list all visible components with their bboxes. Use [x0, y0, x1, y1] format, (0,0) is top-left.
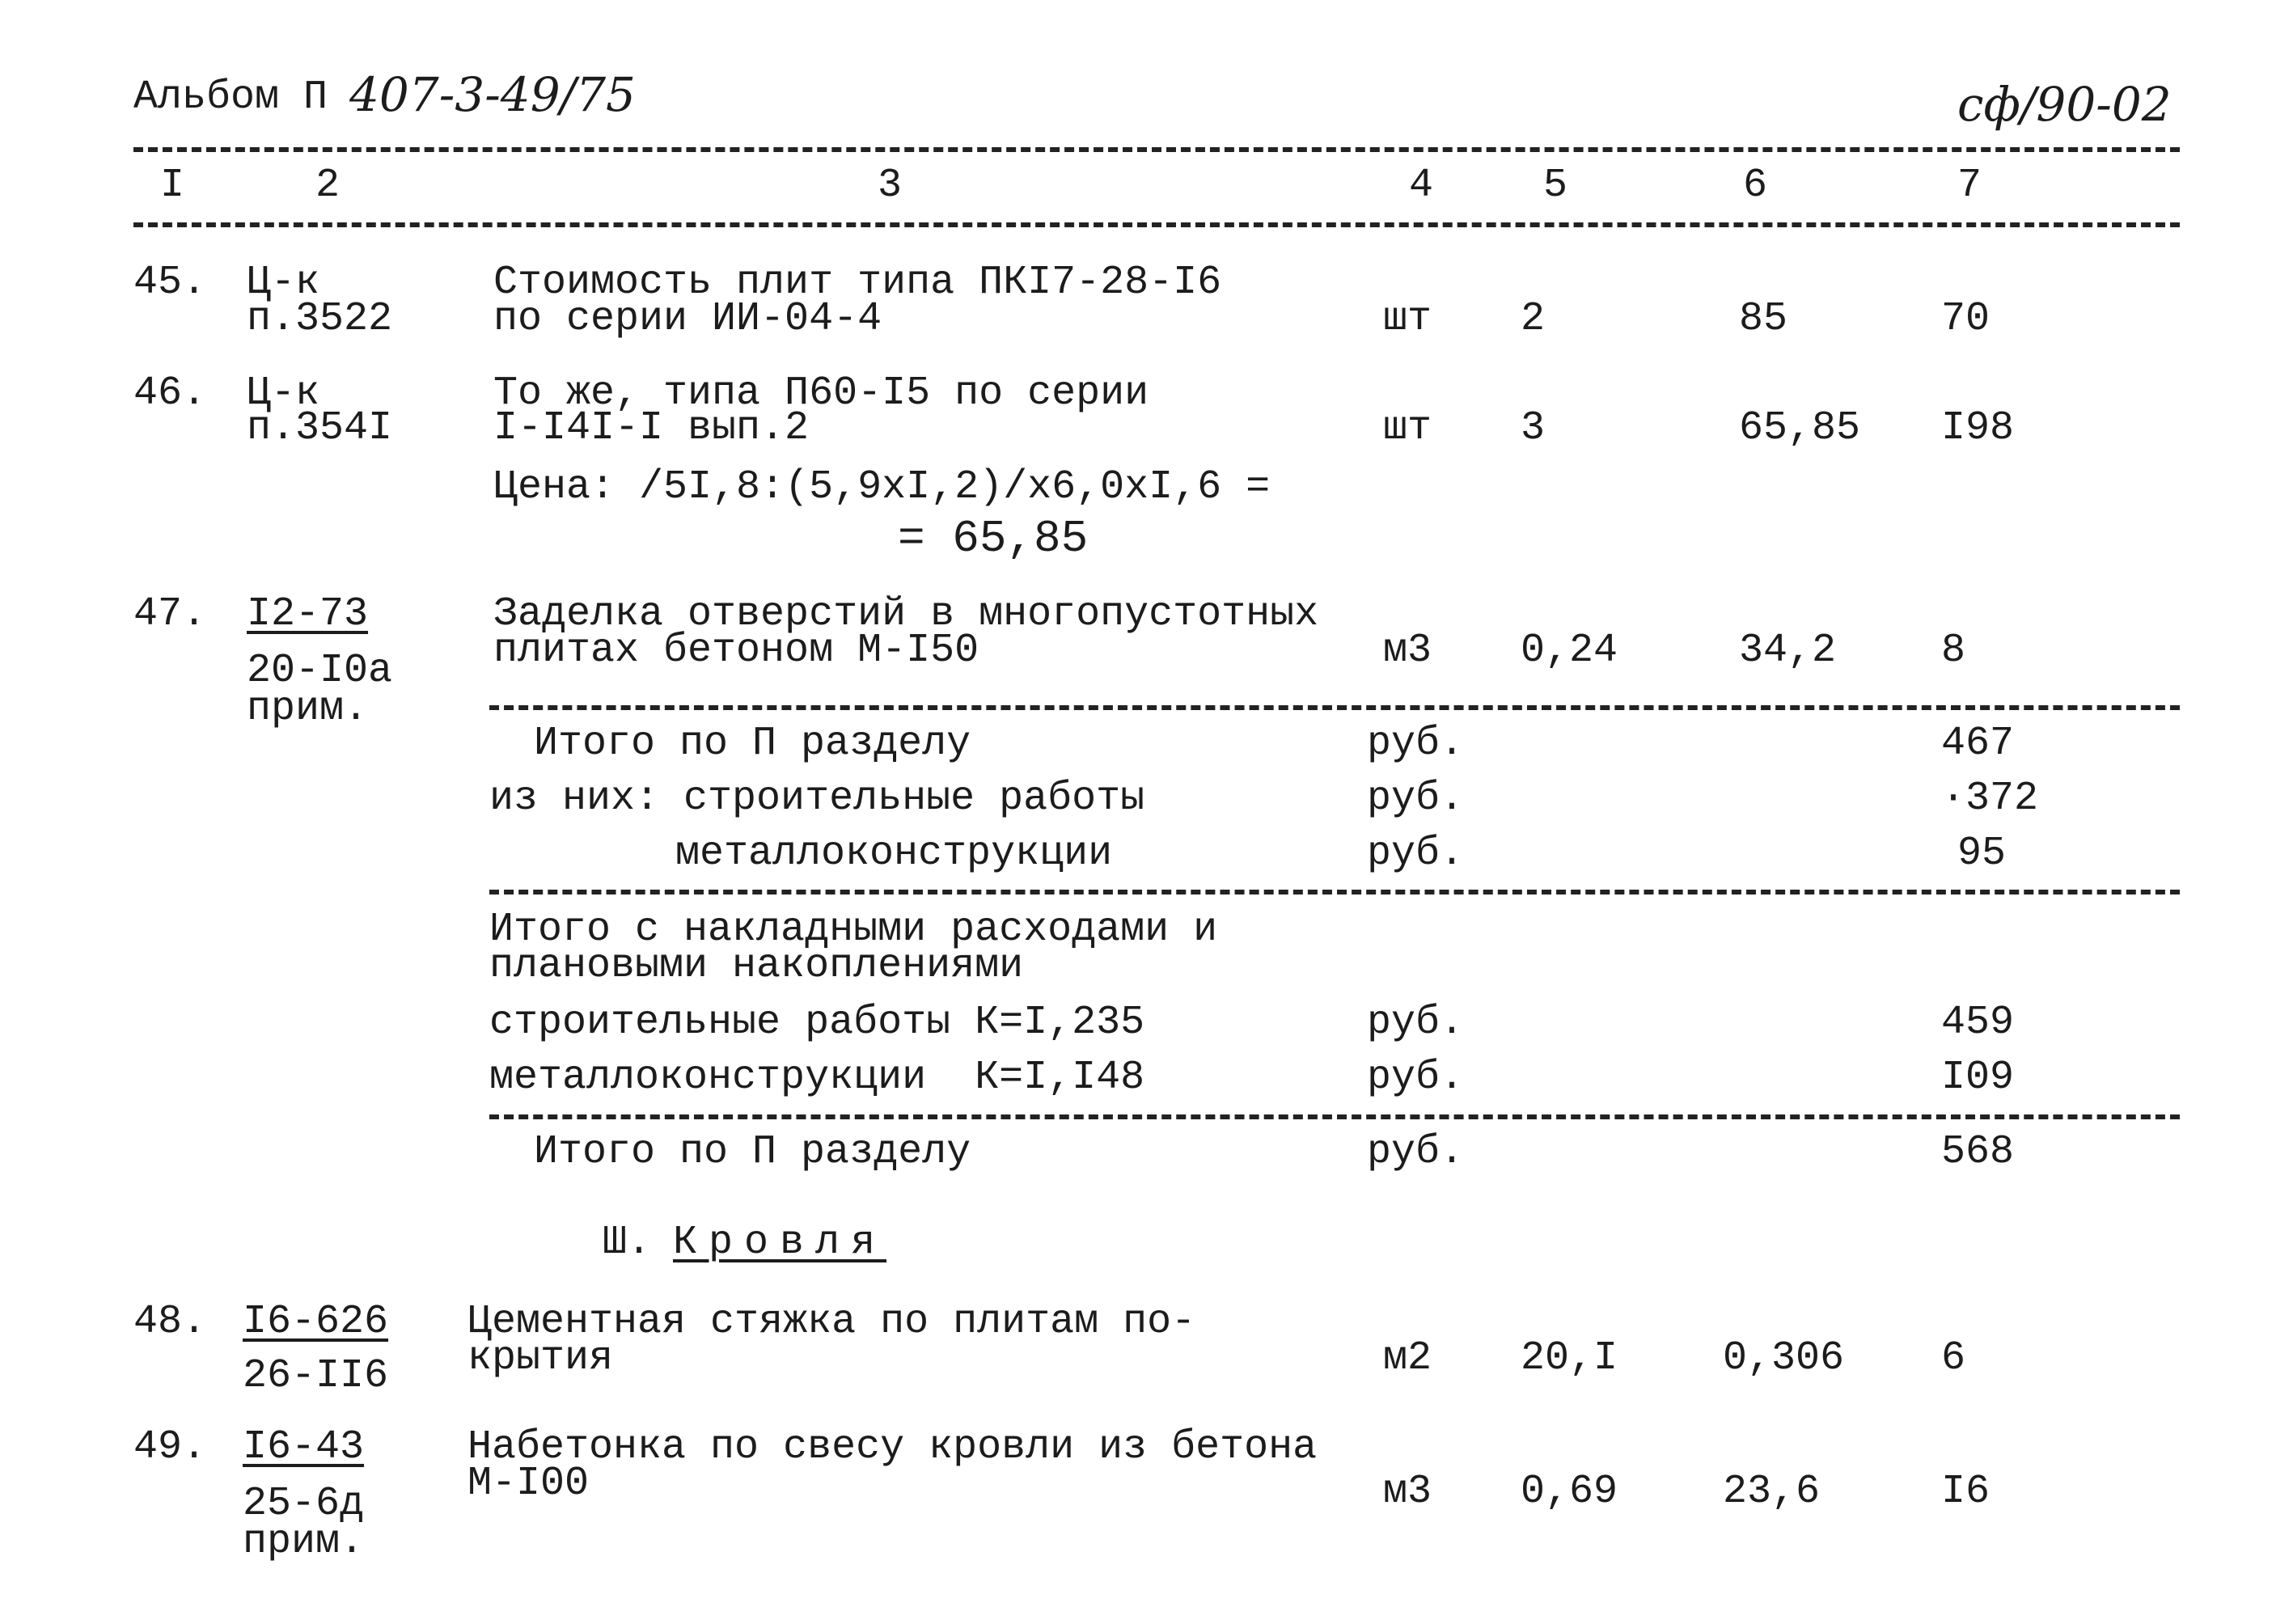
column-header-7: 7	[1957, 163, 1982, 209]
row-reference: I6-43	[243, 1424, 365, 1470]
overheads-metal-label: металлоконструкции К=I,I48	[489, 1055, 1145, 1101]
metal-structures-label: металлоконструкции	[675, 831, 1113, 877]
row-quantity: 20,I	[1521, 1335, 1618, 1381]
row-description-cont: по серии ИИ-04-4	[493, 296, 882, 342]
section-total-value: 467	[1941, 721, 2015, 767]
row-quantity: 0,69	[1521, 1469, 1618, 1515]
row-total: 6	[1941, 1335, 1966, 1381]
header-rule-top	[133, 147, 2180, 152]
row-description: Набетонка по свесу кровли из бетона	[467, 1424, 1318, 1470]
metal-structures-value: 95	[1957, 831, 2007, 877]
construction-works-value: ·372	[1941, 776, 2039, 822]
section-total-label: Итого по П разделу	[534, 721, 971, 767]
row-reference-note: прим.	[247, 686, 369, 732]
price-calculation-result: = 65,85	[898, 513, 1089, 565]
column-header-1: I	[160, 163, 185, 209]
row-unit-price: 34,2	[1739, 628, 1837, 674]
row-reference: I6-626	[243, 1299, 389, 1345]
row-unit-price: 23,6	[1723, 1469, 1821, 1515]
section-title: Кровля	[673, 1220, 887, 1266]
row-description: Цементная стяжка по плитам по-	[467, 1299, 1196, 1345]
price-calculation-note: Цена: /5I,8:(5,9хI,2)/х6,0хI,6 =	[493, 464, 1271, 510]
metal-structures-unit: руб.	[1367, 831, 1465, 877]
album-code: 407-3-49/75	[349, 67, 636, 122]
row-number: 46.	[133, 370, 207, 417]
row-reference: Ц-к	[247, 370, 320, 417]
overheads-rule	[489, 890, 2180, 894]
column-header-3: 3	[878, 163, 903, 209]
row-reference-item: 20-I0а	[247, 648, 393, 694]
row-description-cont: крытия	[467, 1335, 614, 1381]
row-total: I6	[1941, 1469, 1991, 1515]
header-rule-bottom	[133, 222, 2180, 227]
row-unit-price: 85	[1739, 296, 1788, 342]
row-reference: Ц-к	[247, 260, 320, 306]
grand-total-value: 568	[1941, 1129, 2015, 1175]
row-reference-item: п.3522	[247, 296, 393, 342]
overheads-metal-unit: руб.	[1367, 1055, 1465, 1101]
column-header-4: 4	[1409, 163, 1434, 209]
row-unit: м3	[1383, 628, 1432, 674]
column-header-6: 6	[1743, 163, 1768, 209]
overheads-construction-unit: руб.	[1367, 1000, 1465, 1046]
grand-total-label: Итого по П разделу	[534, 1129, 971, 1175]
row-reference-item: 25-6д	[243, 1481, 365, 1527]
column-header-5: 5	[1543, 163, 1568, 209]
row-reference-note: прим.	[243, 1519, 365, 1565]
sheet-code: сф/90-02	[1957, 77, 2172, 132]
row-description-cont: М-I00	[467, 1461, 590, 1507]
row-description: Заделка отверстий в многопустотных	[493, 591, 1319, 637]
overheads-heading-cont: плановыми накоплениями	[489, 943, 1024, 989]
construction-works-unit: руб.	[1367, 776, 1465, 822]
row-unit: шт	[1383, 296, 1432, 342]
section-total-unit: руб.	[1367, 721, 1465, 767]
overheads-heading: Итого с накладными расходами и	[489, 907, 1218, 953]
row-reference: I2-73	[247, 591, 369, 637]
row-number: 48.	[133, 1299, 207, 1345]
row-description-cont: I-I4I-I вып.2	[493, 405, 810, 451]
row-description: То же, типа П60-I5 по серии	[493, 370, 1149, 417]
overheads-construction-value: 459	[1941, 1000, 2015, 1046]
row-quantity: 2	[1521, 296, 1546, 342]
row-unit: м3	[1383, 1469, 1432, 1515]
row-quantity: 3	[1521, 405, 1546, 451]
overheads-metal-value: I09	[1941, 1055, 2015, 1101]
subtotal-rule	[489, 705, 2180, 710]
row-number: 49.	[133, 1424, 207, 1470]
row-reference-item: п.354I	[247, 405, 393, 451]
row-number: 45.	[133, 260, 207, 306]
column-header-2: 2	[315, 163, 341, 209]
row-number: 47.	[133, 591, 207, 637]
row-total: I98	[1941, 405, 2015, 451]
row-unit: м2	[1383, 1335, 1432, 1381]
overheads-construction-label: строительные работы К=I,235	[489, 1000, 1145, 1046]
row-total: 70	[1941, 296, 1991, 342]
section-number: Ш.	[603, 1220, 652, 1266]
row-description: Стоимость плит типа ПКI7-28-I6	[493, 260, 1222, 306]
row-description-cont: плитах бетоном М-I50	[493, 628, 979, 674]
row-unit: шт	[1383, 405, 1432, 451]
construction-works-label: из них: строительные работы	[489, 776, 1145, 822]
album-label: Альбом П	[133, 74, 328, 121]
grand-total-unit: руб.	[1367, 1129, 1465, 1175]
row-reference-item: 26-II6	[243, 1353, 389, 1399]
row-total: 8	[1941, 628, 1966, 674]
row-unit-price: 0,306	[1723, 1335, 1845, 1381]
grand-total-rule	[489, 1114, 2180, 1119]
row-unit-price: 65,85	[1739, 405, 1861, 451]
row-quantity: 0,24	[1521, 628, 1618, 674]
